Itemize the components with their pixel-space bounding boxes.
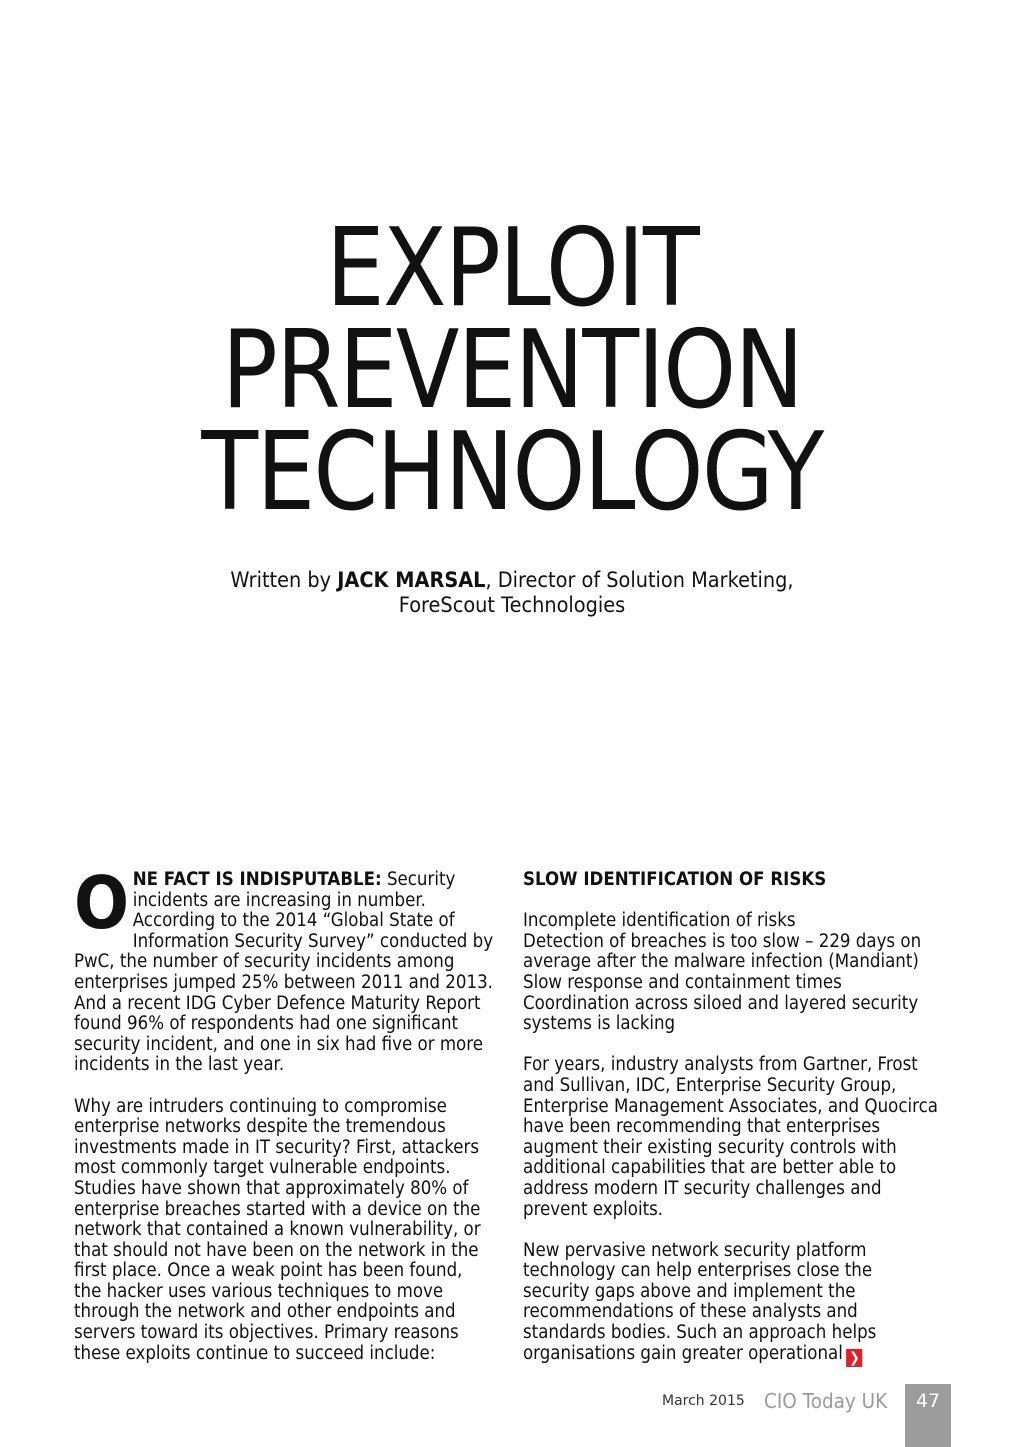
page-number: 47 (905, 1384, 951, 1447)
intro-text: Security incidents are increasing in number. According to the 2014 “Global State of Information Security Survey” conducted by PwC, the number of security incidents among enterprises jumped 25% between 2011 and 2013. And a recent IDG Cyber Defence Maturity Report found 96% of respondents had one significant security incident, and one in six had five or more incidents in the last year. (74, 869, 494, 1076)
byline-author: JACK MARSAL (337, 568, 486, 592)
intro-paragraph (74, 861, 494, 1076)
right-column (523, 870, 943, 1387)
risk-item: Coordination across siloed and layered security systems is lacking (523, 992, 919, 1035)
risk-item: Detection of breaches is too slow – 229 days on average after the malware infection (Mandiant) (523, 930, 922, 973)
continue-arrow-icon[interactable]: ❯ (846, 1349, 862, 1367)
byline-suffix: , Director of Solution Marketing, ForeScout Technologies (398, 568, 794, 617)
title-line-1: EXPLOIT (326, 206, 698, 331)
title-line-2: PREVENTION (221, 308, 803, 433)
article-title (72, 206, 953, 535)
body-paragraph-analysts: For years, industry analysts from Gartner, Frost and Sullivan, IDC, Enterprise Security Group, Enterprise Management Associates, and Quocirca have been recommending that enterprises augment their existing security controls with additional capabilities that are better able to address modern IT security challenges and prevent exploits. (523, 1054, 938, 1220)
magazine-name: CIO Today UK (764, 1389, 888, 1413)
platform-text: New pervasive network security platform technology can help enterprises close the security gaps above and implement the recommendations of these analysts and standards bodies. Such an approach helps organisations gain greater operational (523, 1239, 877, 1364)
issue-date: March 2015 (662, 1393, 745, 1409)
risk-list (523, 911, 942, 1035)
body-paragraph-2: Why are intruders continuing to compromise enterprise networks despite the tremendous investments made in IT security? First, attackers most commonly target vulnerable endpoints. Studies have shown that approximately 80% of enterprise breaches started with a device on the network that contained a known vulnerability, or that should not have been on the network in the first place. Once a weak point has been found, the hacker uses various techniques to move through the network and other endpoints and servers toward its objectives. Primary reasons these exploits continue to succeed include: (74, 1095, 481, 1364)
risk-item: Slow response and containment times (523, 971, 842, 993)
section-heading: SLOW IDENTIFICATION OF RISKS (523, 869, 827, 890)
body-paragraph-platform (523, 1241, 942, 1367)
byline (188, 568, 836, 618)
risk-item: Incomplete identification of risks (523, 910, 796, 932)
left-column (74, 861, 494, 1385)
title-line-3: TECHNOLOGY (201, 410, 823, 535)
lead-in: NE FACT IS INDISPUTABLE: (132, 869, 382, 890)
dropcap: O (74, 861, 130, 945)
byline-prefix: Written by (230, 568, 332, 592)
